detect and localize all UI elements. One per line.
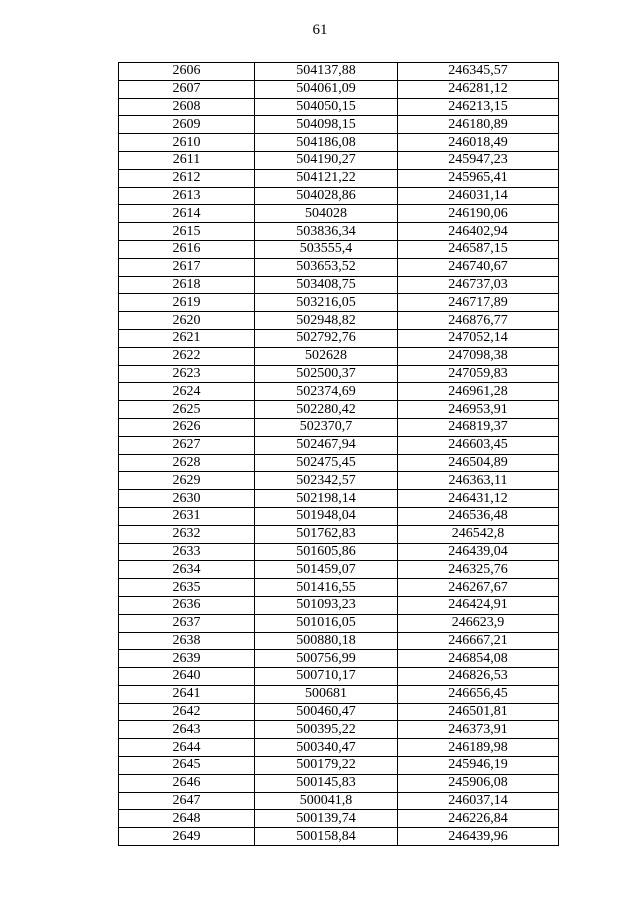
y-coordinate-cell: 246876,77	[398, 312, 559, 330]
point-number-cell: 2636	[119, 596, 255, 614]
x-coordinate-cell: 501016,05	[255, 614, 398, 632]
point-number-cell: 2641	[119, 685, 255, 703]
point-number-cell: 2614	[119, 205, 255, 223]
y-coordinate-cell: 246740,67	[398, 258, 559, 276]
table-row	[119, 472, 559, 490]
x-coordinate-cell: 502342,57	[255, 472, 398, 490]
point-number-cell: 2643	[119, 721, 255, 739]
table-row	[119, 685, 559, 703]
y-coordinate-cell: 246854,08	[398, 650, 559, 668]
x-coordinate-cell: 503555,4	[255, 240, 398, 258]
y-coordinate-cell: 246439,04	[398, 543, 559, 561]
point-number-cell: 2626	[119, 418, 255, 436]
point-number-cell: 2620	[119, 312, 255, 330]
point-number-cell: 2646	[119, 774, 255, 792]
table-row	[119, 774, 559, 792]
point-number-cell: 2648	[119, 810, 255, 828]
table-row	[119, 294, 559, 312]
table-row	[119, 365, 559, 383]
y-coordinate-cell: 246189,98	[398, 739, 559, 757]
point-number-cell: 2628	[119, 454, 255, 472]
x-coordinate-cell: 500710,17	[255, 668, 398, 686]
table-row	[119, 596, 559, 614]
point-number-cell: 2622	[119, 347, 255, 365]
point-number-cell: 2637	[119, 614, 255, 632]
table-row	[119, 650, 559, 668]
point-number-cell: 2629	[119, 472, 255, 490]
coordinates-table	[118, 62, 559, 846]
x-coordinate-cell: 502948,82	[255, 312, 398, 330]
point-number-cell: 2635	[119, 579, 255, 597]
x-coordinate-cell: 504050,15	[255, 98, 398, 116]
y-coordinate-cell: 246737,03	[398, 276, 559, 294]
point-number-cell: 2633	[119, 543, 255, 561]
x-coordinate-cell: 504028,86	[255, 187, 398, 205]
table-row	[119, 490, 559, 508]
x-coordinate-cell: 503836,34	[255, 223, 398, 241]
x-coordinate-cell: 504186,08	[255, 134, 398, 152]
y-coordinate-cell: 246363,11	[398, 472, 559, 490]
x-coordinate-cell: 504061,09	[255, 80, 398, 98]
point-number-cell: 2610	[119, 134, 255, 152]
x-coordinate-cell: 500460,47	[255, 703, 398, 721]
y-coordinate-cell: 246504,89	[398, 454, 559, 472]
x-coordinate-cell: 502370,7	[255, 418, 398, 436]
x-coordinate-cell: 503216,05	[255, 294, 398, 312]
x-coordinate-cell: 502467,94	[255, 436, 398, 454]
y-coordinate-cell: 246213,15	[398, 98, 559, 116]
y-coordinate-cell: 246536,48	[398, 507, 559, 525]
x-coordinate-cell: 501762,83	[255, 525, 398, 543]
point-number-cell: 2612	[119, 169, 255, 187]
y-coordinate-cell: 246656,45	[398, 685, 559, 703]
y-coordinate-cell: 247052,14	[398, 329, 559, 347]
x-coordinate-cell: 501093,23	[255, 596, 398, 614]
x-coordinate-cell: 500340,47	[255, 739, 398, 757]
y-coordinate-cell: 246542,8	[398, 525, 559, 543]
table-row	[119, 383, 559, 401]
point-number-cell: 2645	[119, 757, 255, 775]
x-coordinate-cell: 504190,27	[255, 151, 398, 169]
table-row	[119, 703, 559, 721]
x-coordinate-cell: 504137,88	[255, 63, 398, 81]
y-coordinate-cell: 246226,84	[398, 810, 559, 828]
table-row	[119, 721, 559, 739]
x-coordinate-cell: 504121,22	[255, 169, 398, 187]
y-coordinate-cell: 246267,67	[398, 579, 559, 597]
x-coordinate-cell: 504098,15	[255, 116, 398, 134]
point-number-cell: 2630	[119, 490, 255, 508]
y-coordinate-cell: 246018,49	[398, 134, 559, 152]
table-row	[119, 614, 559, 632]
point-number-cell: 2615	[119, 223, 255, 241]
point-number-cell: 2632	[119, 525, 255, 543]
point-number-cell: 2623	[119, 365, 255, 383]
table-row	[119, 668, 559, 686]
point-number-cell: 2621	[119, 329, 255, 347]
x-coordinate-cell: 502475,45	[255, 454, 398, 472]
y-coordinate-cell: 246345,57	[398, 63, 559, 81]
y-coordinate-cell: 246031,14	[398, 187, 559, 205]
point-number-cell: 2609	[119, 116, 255, 134]
table-row	[119, 507, 559, 525]
y-coordinate-cell: 246826,53	[398, 668, 559, 686]
x-coordinate-cell: 504028	[255, 205, 398, 223]
point-number-cell: 2607	[119, 80, 255, 98]
point-number-cell: 2611	[119, 151, 255, 169]
table-row	[119, 223, 559, 241]
y-coordinate-cell: 246281,12	[398, 80, 559, 98]
y-coordinate-cell: 246603,45	[398, 436, 559, 454]
y-coordinate-cell: 246402,94	[398, 223, 559, 241]
point-number-cell: 2631	[119, 507, 255, 525]
table-row	[119, 579, 559, 597]
y-coordinate-cell: 245906,08	[398, 774, 559, 792]
x-coordinate-cell: 500681	[255, 685, 398, 703]
table-row	[119, 134, 559, 152]
point-number-cell: 2606	[119, 63, 255, 81]
y-coordinate-cell: 246961,28	[398, 383, 559, 401]
y-coordinate-cell: 246431,12	[398, 490, 559, 508]
x-coordinate-cell: 502198,14	[255, 490, 398, 508]
table-row	[119, 418, 559, 436]
table-row	[119, 187, 559, 205]
y-coordinate-cell: 246439,96	[398, 828, 559, 846]
y-coordinate-cell: 246667,21	[398, 632, 559, 650]
point-number-cell: 2608	[119, 98, 255, 116]
point-number-cell: 2613	[119, 187, 255, 205]
x-coordinate-cell: 500145,83	[255, 774, 398, 792]
y-coordinate-cell: 246501,81	[398, 703, 559, 721]
y-coordinate-cell: 245947,23	[398, 151, 559, 169]
point-number-cell: 2644	[119, 739, 255, 757]
table-row	[119, 632, 559, 650]
x-coordinate-cell: 503653,52	[255, 258, 398, 276]
point-number-cell: 2618	[119, 276, 255, 294]
point-number-cell: 2624	[119, 383, 255, 401]
x-coordinate-cell: 500179,22	[255, 757, 398, 775]
table-row	[119, 828, 559, 846]
table-row	[119, 169, 559, 187]
table-row	[119, 561, 559, 579]
point-number-cell: 2617	[119, 258, 255, 276]
coordinates-table-body	[119, 63, 559, 846]
table-row	[119, 258, 559, 276]
x-coordinate-cell: 502374,69	[255, 383, 398, 401]
table-row	[119, 810, 559, 828]
y-coordinate-cell: 246180,89	[398, 116, 559, 134]
table-row	[119, 205, 559, 223]
table-row	[119, 739, 559, 757]
x-coordinate-cell: 503408,75	[255, 276, 398, 294]
table-row	[119, 240, 559, 258]
y-coordinate-cell: 246373,91	[398, 721, 559, 739]
table-row	[119, 151, 559, 169]
x-coordinate-cell: 500041,8	[255, 792, 398, 810]
y-coordinate-cell: 246424,91	[398, 596, 559, 614]
table-row	[119, 543, 559, 561]
table-row	[119, 436, 559, 454]
table-row	[119, 312, 559, 330]
table-row	[119, 401, 559, 419]
point-number-cell: 2640	[119, 668, 255, 686]
x-coordinate-cell: 500880,18	[255, 632, 398, 650]
y-coordinate-cell: 246623,9	[398, 614, 559, 632]
y-coordinate-cell: 246587,15	[398, 240, 559, 258]
x-coordinate-cell: 501416,55	[255, 579, 398, 597]
point-number-cell: 2616	[119, 240, 255, 258]
x-coordinate-cell: 501948,04	[255, 507, 398, 525]
point-number-cell: 2638	[119, 632, 255, 650]
point-number-cell: 2625	[119, 401, 255, 419]
table-row	[119, 63, 559, 81]
table-row	[119, 525, 559, 543]
point-number-cell: 2642	[119, 703, 255, 721]
point-number-cell: 2619	[119, 294, 255, 312]
table-row	[119, 276, 559, 294]
y-coordinate-cell: 246953,91	[398, 401, 559, 419]
point-number-cell: 2634	[119, 561, 255, 579]
point-number-cell: 2627	[119, 436, 255, 454]
x-coordinate-cell: 502628	[255, 347, 398, 365]
table-row	[119, 347, 559, 365]
x-coordinate-cell: 501605,86	[255, 543, 398, 561]
y-coordinate-cell: 246717,89	[398, 294, 559, 312]
x-coordinate-cell: 502500,37	[255, 365, 398, 383]
y-coordinate-cell: 247098,38	[398, 347, 559, 365]
table-row	[119, 80, 559, 98]
y-coordinate-cell: 246037,14	[398, 792, 559, 810]
table-row	[119, 329, 559, 347]
table-row	[119, 98, 559, 116]
x-coordinate-cell: 500395,22	[255, 721, 398, 739]
y-coordinate-cell: 245965,41	[398, 169, 559, 187]
point-number-cell: 2649	[119, 828, 255, 846]
y-coordinate-cell: 245946,19	[398, 757, 559, 775]
point-number-cell: 2647	[119, 792, 255, 810]
point-number-cell: 2639	[119, 650, 255, 668]
table-row	[119, 757, 559, 775]
x-coordinate-cell: 500756,99	[255, 650, 398, 668]
x-coordinate-cell: 501459,07	[255, 561, 398, 579]
y-coordinate-cell: 246819,37	[398, 418, 559, 436]
table-row	[119, 454, 559, 472]
y-coordinate-cell: 246190,06	[398, 205, 559, 223]
table-row	[119, 792, 559, 810]
table-row	[119, 116, 559, 134]
page-number: 61	[312, 22, 328, 38]
y-coordinate-cell: 246325,76	[398, 561, 559, 579]
y-coordinate-cell: 247059,83	[398, 365, 559, 383]
x-coordinate-cell: 502792,76	[255, 329, 398, 347]
x-coordinate-cell: 500158,84	[255, 828, 398, 846]
x-coordinate-cell: 500139,74	[255, 810, 398, 828]
x-coordinate-cell: 502280,42	[255, 401, 398, 419]
